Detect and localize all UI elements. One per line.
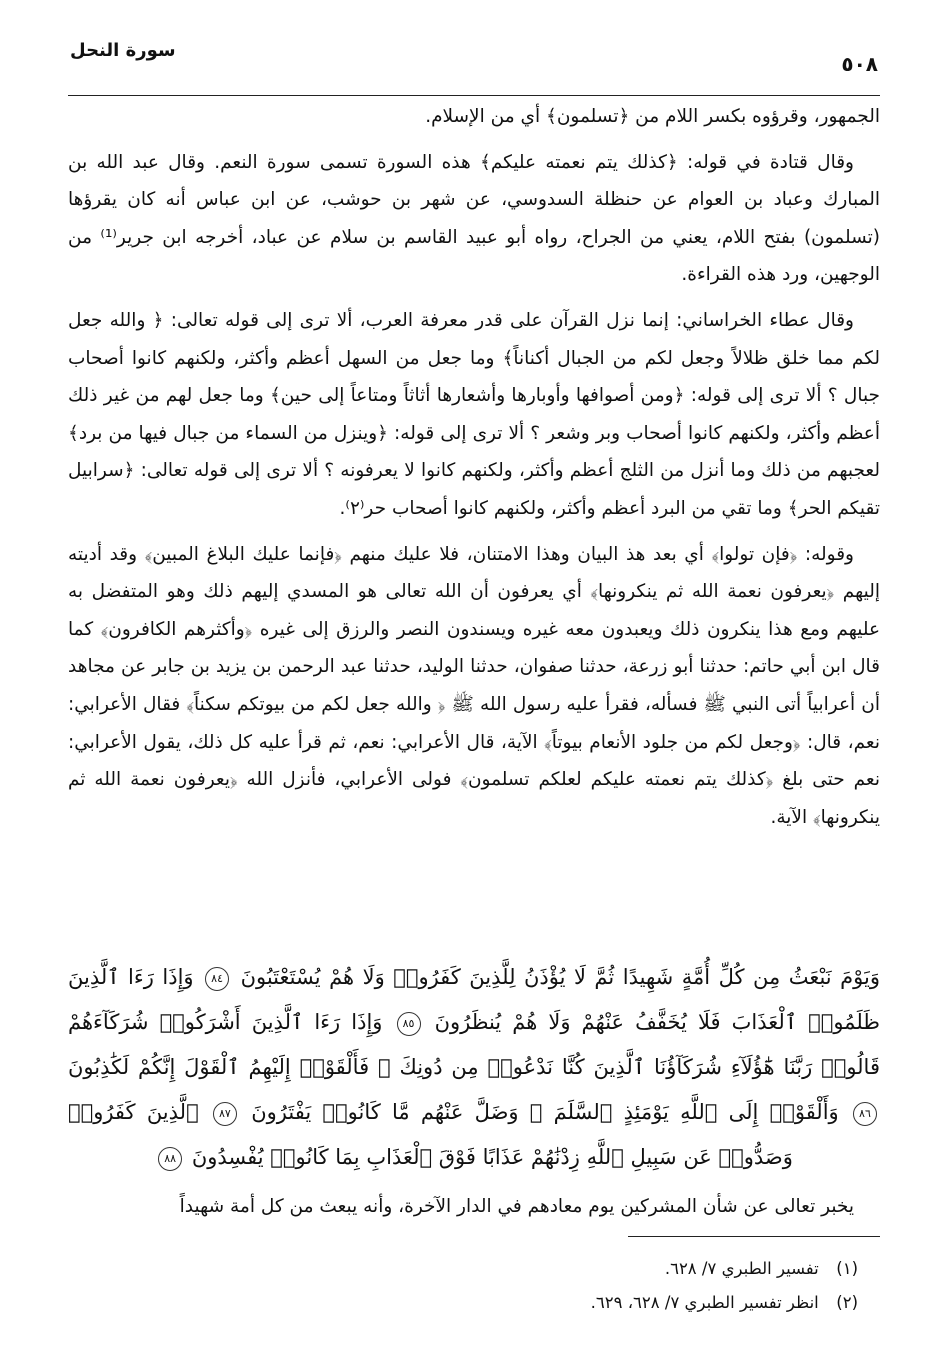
ayah-84-text: وَيَوْمَ نَبْعَثُ مِن كُلِّ أُمَّةٍ شَهِيدًا ثُمَّ لَا يُؤْذَنُ لِلَّذِينَ كَفَرُوا۟ وَلَا هُمْ يُسْتَعْتَبُونَ [240,965,880,989]
quran-verses [68,955,880,1180]
ayah-number-86: ٨٦ [853,1102,877,1126]
ayah-number-87: ٨٧ [213,1102,237,1126]
ayah-87-text: وَأَلْقَوْا۟ إِلَى ٱللَّهِ يَوْمَئِذٍ ٱلسَّلَمَ ۖ وَضَلَّ عَنْهُم مَّا كَانُوا۟ يَفْتَرُونَ [251,1100,839,1124]
paragraph-3: وقال عطاء الخراساني: إنما نزل القرآن على قدر معرفة العرب، ألا ترى إلى قوله تعالى: ﴿ والله جعل لكم مما خلق ظلالاً وجعل لكم من الجبال أكناناً﴾ وما جعل من السهل أعظم وأكثر، ولكنهم كانوا أصحاب جبال ؟ ألا ترى إلى قوله: ﴿ومن أصوافها وأوبارها وأشعارها أثاثاً ومتاعاً إلى حين﴾ وما جعل لهم من غير ذلك أعظم وأكثر، ولكنهم كانوا أصحاب وبر وشعر ؟ ألا ترى إلى قوله: ﴿وينزل من السماء من جبال فيها من برد﴾ لعجبهم من ذلك وما أنزل من الثلج أعظم وأكثر، ولكنهم كانوا لا يعرفونه ؟ ألا ترى إلى قوله تعالى: ﴿سرابيل تقيكم الحر﴾ وما تقي من البرد أعظم وأكثر، ولكنهم كانوا أصحاب حر⁽٢⁾. [68,309,880,519]
page-header [70,34,878,74]
footnote-divider [628,1236,880,1237]
explanation-start: يخبر تعالى عن شأن المشركين يوم معادهم في الدار الآخرة، وأنه يبعث من كل أمة شهيداً [179,1196,854,1217]
footnotes [68,1252,880,1320]
footnote-2 [68,1286,880,1320]
ayah-number-88: ٨٨ [158,1147,182,1171]
footnote-1 [68,1252,880,1286]
paragraph-2: وقال قتادة في قوله: ﴿كذلك يتم نعمته عليكم﴾ هذه السورة تسمى سورة النعم. وقال عبد الله بن المبارك وعباد بن العوام عن حنظلة السدوسي، عن شهر بن حوشب، عن ابن عباس أنه كان يقرؤها (تسلمون) بفتح اللام، يعني من الجراح، رواه أبو عبيد القاسم بن سلام عن عباد، أخرجه ابن جرير⁽¹⁾ من الوجهين، ورد هذه القراءة. [68,151,880,286]
ayah-88-text: ٱلَّذِينَ كَفَرُوا۟ وَصَدُّوا۟ عَن سَبِيلِ ٱللَّهِ زِدْنَٰهُمْ عَذَابًا فَوْقَ ٱلْعَذَابِ بِمَا كَانُوا۟ يُفْسِدُونَ [68,1100,793,1169]
ayah-number-85: ٨٥ [397,1012,421,1036]
ayah-number-84: ٨٤ [205,967,229,991]
page-number: ٥٠٨ [841,52,878,76]
footnote-2-text: انظر تفسير الطبري ٧/ ٦٢٨، ٦٢٩. [590,1293,819,1312]
running-title: سورة النحل [70,40,176,61]
ayah-86-text: وَإِذَا رَءَا ٱلَّذِينَ أَشْرَكُوا۟ شُرَكَآءَهُمْ قَالُوا۟ رَبَّنَا هَٰٓؤُلَآءِ شُرَكَآؤُنَا ٱلَّذِينَ كُنَّا نَدْعُوا۟ مِن دُونِكَ ۖ فَأَلْقَوْا۟ إِلَيْهِمُ ٱلْقَوْلَ إِنَّكُمْ لَكَٰذِبُونَ [68,1010,880,1079]
commentary-text [68,98,880,844]
header-divider [68,95,880,96]
footnote-1-number: (١) [836,1259,858,1278]
ayah-85-text: وَإِذَا رَءَا ٱلَّذِينَ ظَلَمُوا۟ ٱلْعَذَابَ فَلَا يُخَفَّفُ عَنْهُمْ وَلَا هُمْ يُنظَرُونَ [68,965,880,1034]
paragraph-1: الجمهور، وقرؤوه بكسر اللام من ﴿تسلمون﴾ أي من الإسلام. [425,106,880,127]
paragraph-4: وقوله: ﴿فإن تولوا﴾ أي بعد هذ البيان وهذا الامتنان، فلا عليك منهم ﴿فإنما عليك البلاغ المبين﴾ وقد أديته إليهم ﴿يعرفون نعمة الله ثم ينكرونها﴾ أي يعرفون أن الله تعالى هو المسدي إليهم ذلك وهو المتفضل به عليهم ومع هذا ينكرون ذلك ويعبدون معه غيره ويسندون النصر والرزق إلى غيره ﴿وأكثرهم الكافرون﴾ كما قال ابن أبي حاتم: حدثنا أبو زرعة، حدثنا صفوان، حدثنا الوليد، حدثنا عبد الرحمن بن يزيد بن جابر عن مجاهد أن أعرابياً أتى النبي ﷺ فسأله، فقرأ عليه رسول الله ﷺ ﴿ والله جعل لكم من بيوتكم سكناً﴾ فقال الأعرابي: نعم، قال: ﴿وجعل لكم من جلود الأنعام بيوتاً﴾ الآية، قال الأعرابي: نعم، ثم قرأ عليه كل ذلك، يقول الأعرابي: نعم حتى بلغ ﴿كذلك يتم نعمته عليكم لعلكم تسلمون﴾ فولى الأعرابي، فأنزل الله ﴿يعرفون نعمة الله ثم ينكرونها﴾ الآية. [68,543,880,828]
footnote-1-text: تفسير الطبري ٧/ ٦٢٨. [664,1259,819,1278]
footnote-2-number: (٢) [836,1293,858,1312]
